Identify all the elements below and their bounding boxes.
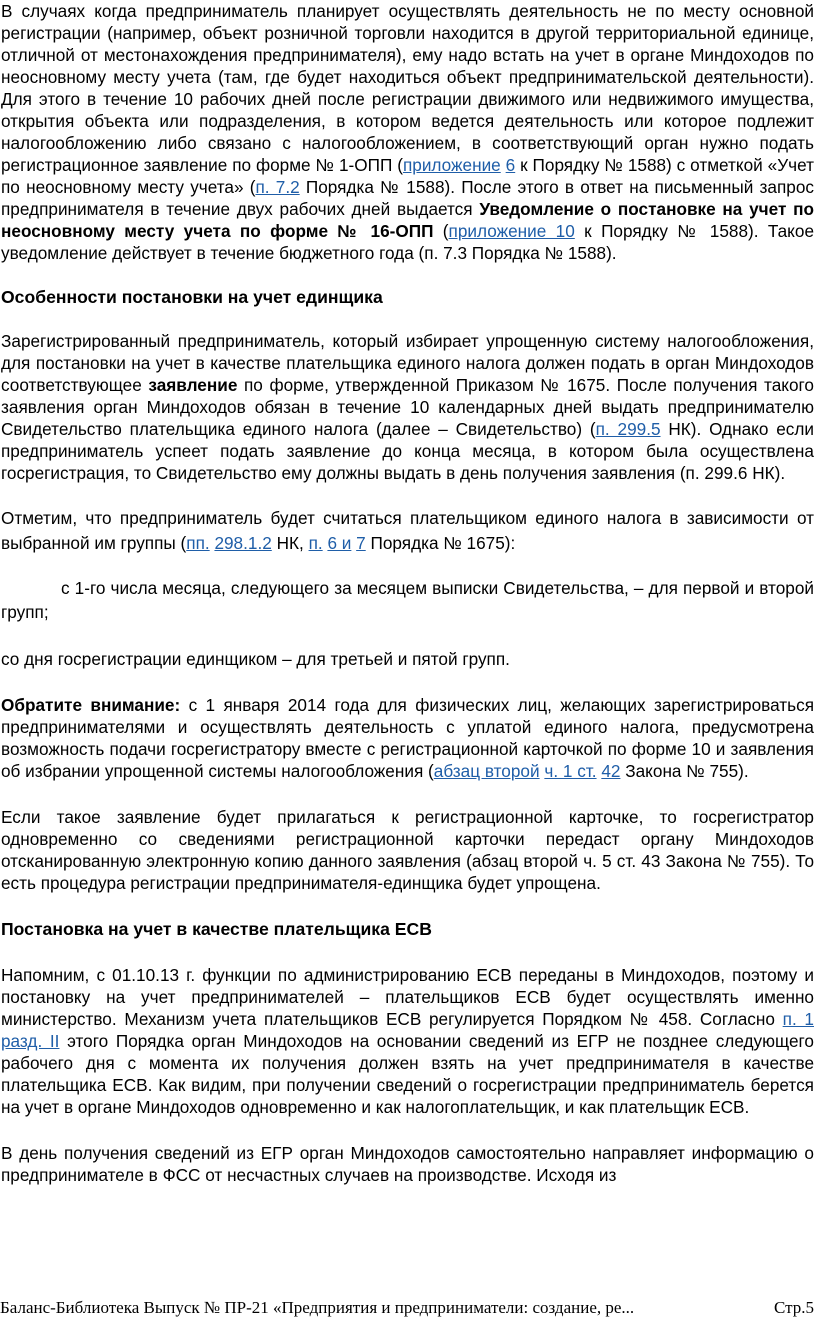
paragraph-fss-information: В день получения сведений из ЕГР орган Миндоходов самостоятельно направляет информацию о предпринимателе в ФСС от несчастных случаев на производстве. Исходя из — [1, 1143, 814, 1185]
link-art-42[interactable]: 42 — [601, 761, 621, 781]
link-paragraph-two[interactable]: абзац второй — [433, 761, 540, 781]
footer-page-number: Стр.5 — [773, 1298, 814, 1317]
link-appendix[interactable]: приложение — [402, 155, 501, 175]
link-7[interactable]: 7 — [356, 533, 366, 553]
link-298-1-2[interactable]: 298.1.2 — [214, 533, 272, 553]
heading-esv-registration: Постановка на учет в качестве плательщика ЕСВ — [1, 919, 432, 939]
paragraph-esv-administration: Напомним, с 01.10.13 г. функции по администрированию ЕСВ переданы в Миндоходов, поэтому и постановку на учет предпринимателей – плательщиков ЕСВ будет осуществлять именно министерство. Механизм учета плательщиков ЕСВ регулируется Порядком № 458. Согласно п. 1 разд. II этого Порядка орган Миндоходов на основании сведений из ЕГР не позднее следующего рабочего дня с момента их получения должен взять на учет предпринимателя в качестве плательщика ЕСВ. Как видим, при получении сведений о госрегистрации предприниматель берется на учет в органе Миндоходов одновременно и как налогоплательщик, и как плательщик ЕСВ. — [1, 965, 814, 1117]
link-clause-7-2[interactable]: п. 7.2 — [255, 177, 300, 197]
paragraph-simplified-system: Зарегистрированный предприниматель, который избирает упрощенную систему налогообложения, для постановки на учет в качестве плательщика единого налога должен подать в орган Миндоходов соответствующее заявление по форме, утвержденной Приказом № 1675. После получения такого заявления орган Миндоходов обязан в течение 10 календарных дней выдать предпринимателю Свидетельство плательщика единого налога (далее – Свидетельство) (п. 299.5 НК). Однако если предприниматель успеет подать заявление до конца месяца, в котором была осуществлена госрегистрация, то Свидетельство ему должны выдать в день получения заявления (п. 299.6 НК). — [1, 331, 814, 483]
link-part-1-art[interactable]: ч. 1 ст. — [544, 761, 597, 781]
link-appendix-6[interactable]: 6 — [505, 155, 516, 175]
footer-source-title: Баланс-Библиотека Выпуск № ПР-21 «Предприятия и предприниматели: создание, ре... — [0, 1298, 635, 1317]
paragraph-group-dependency: Отметим, что предприниматель будет считаться плательщиком единого налога в зависимости от выбранной им группы (пп. 298.1.2 НК, п. 6 и 7 Порядка № 1675): — [1, 508, 814, 553]
paragraph-third-fifth-groups: со дня госрегистрации единщиком – для третьей и пятой групп. — [1, 649, 510, 669]
paragraph-registrar-transfer: Если такое заявление будет прилагаться к регистрационной карточке, то госрегистратор одновременно со сведениями регистрационной карточки передаст органу Миндоходов отсканированную электронную копию данного заявления (абзац второй ч. 5 ст. 43 Закона № 755). То есть процедура регистрации предпринимателя-единщика будет упрощена. — [1, 807, 814, 893]
heading-single-tax-registration: Особенности постановки на учет единщика — [1, 287, 383, 307]
link-clause[interactable]: п. — [308, 533, 323, 553]
link-appendix-10[interactable]: приложение 10 — [448, 221, 575, 241]
paragraph-attention: Обратите внимание: с 1 января 2014 года для физических лиц, желающих зарегистрироваться предпринимателями и осуществлять деятельность с уплатой единого налога, предусмотрена возможность подачи госрегистратору вместе с регистрационной карточкой по форме 10 и заявления об избрании упрощенной системы налогообложения (абзац второй ч. 1 ст. 42 Закона № 755). — [1, 695, 814, 781]
link-clause-1-section-2[interactable]: п. 1 разд. II — [1, 1009, 814, 1051]
link-clause-299-5[interactable]: п. 299.5 — [595, 419, 661, 439]
bold-notice-16-opp: Уведомление о постановке на учет по неосновному месту учета по форме № 16-ОПП — [1, 199, 814, 241]
bold-application: заявление — [148, 375, 238, 395]
paragraph-first-second-groups: с 1-го числа месяца, следующего за месяцем выписки Свидетельства, – для первой и второй групп; — [1, 578, 814, 622]
page-footer — [0, 1297, 816, 1319]
bold-attention: Обратите внимание: — [1, 695, 181, 715]
link-subclause[interactable]: пп. — [186, 533, 210, 553]
paragraph-non-primary-registration: В случаях когда предприниматель планирует осуществлять деятельность не по месту основной регистрации (например, объект розничной торговли находится в другой территориальной единице, отличной от местонахождения предпринимателя), ему надо встать на учет в органе Миндоходов по неосновному месту учета (там, где будет находиться объект предпринимательской деятельности). Для этого в течение 10 рабочих дней после регистрации движимого или недвижимого имущества, открытия объекта или подразделения, в котором ведется деятельность или которое подлежит налогообложению либо связано с налогообложением, в соответствующий орган нужно подать регистрационное заявление по форме № 1-ОПП (приложение 6 к Порядку № 1588) с отметкой «Учет по неосновному месту учета» (п. 7.2 Порядка № 1588). После этого в ответ на письменный запрос предпринимателя в течение двух рабочих дней выдается Уведомление о постановке на учет по неосновному месту учета по форме № 16-ОПП (приложение 10 к Порядку № 1588). Такое уведомление действует в течение бюджетного года (п. 7.3 Порядка № 1588). — [1, 1, 815, 263]
link-6-and[interactable]: 6 и — [327, 533, 352, 553]
